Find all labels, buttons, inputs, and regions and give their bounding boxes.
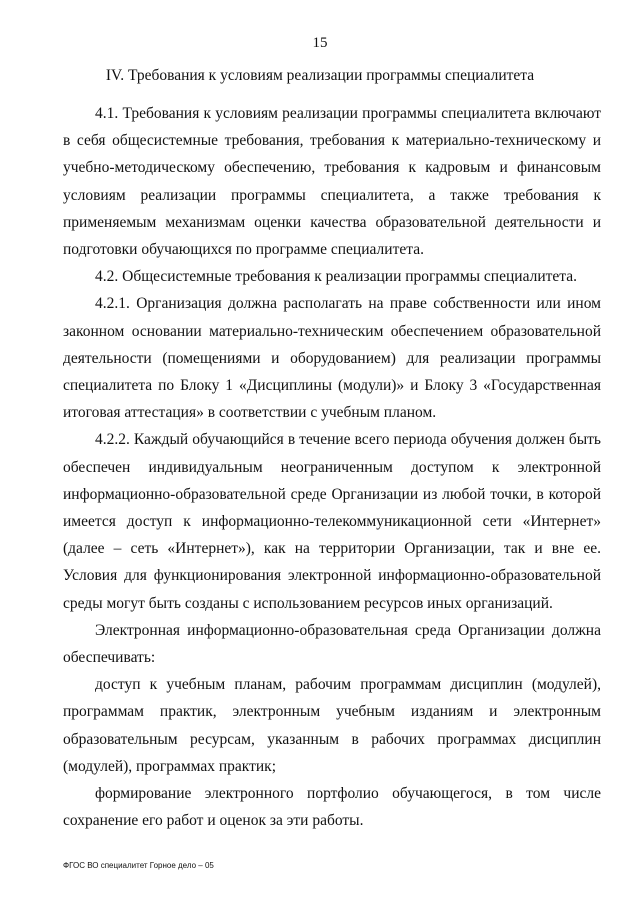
footer-document-id: ФГОС ВО специалитет Горное дело – 05: [63, 861, 214, 870]
paragraph-4-1: 4.1. Требования к условиям реализации программы специалитета включают в себя общесистемные требования, требования к материально-техническому и учебно-методическому обеспечению, требования к кадровым и финансовым условиям реализации программы специалитета, а также требования к применяемым механизмам оценки качества образовательной деятельности и подготовки обучающихся по программе специалитета.: [63, 105, 601, 259]
document-body: [63, 100, 601, 834]
section-title: IV. Требования к условиям реализации программы специалитета: [105, 67, 535, 84]
paragraph-4-2: 4.2. Общесистемные требования к реализации программы специалитета.: [95, 268, 577, 286]
paragraph-4-2-2: 4.2.2. Каждый обучающийся в течение всего периода обучения должен быть обеспечен индивидуальным неограниченным доступом к электронной информационно-образовательной среде Организации из любой точки, в которой имеется доступ к информационно-телекоммуникационной сети «Интернет» (далее – сеть «Интернет»), как на территории Организации, так и вне ее. Условия для функционирования электронной информационно-образовательной среды могут быть созданы с использованием ресурсов иных организаций.: [63, 431, 601, 612]
paragraph-environment-intro: Электронная информационно-образовательная среда Организации должна обеспечивать:: [63, 621, 601, 667]
paragraph-4-2-1: 4.2.1. Организация должна располагать на праве собственности или ином законном основании материально-техническим обеспечением образовательной деятельности (помещениями и оборудованием) для реализации программы специалитета по Блоку 1 «Дисциплины (модули)» и Блоку 3 «Государственная итоговая аттестация» в соответствии с учебным планом.: [63, 295, 601, 422]
page-number: 15: [312, 35, 328, 51]
paragraph-access-list-item: доступ к учебным планам, рабочим программам дисциплин (модулей), программам практик, электронным учебным изданиям и электронным образовательным ресурсам, указанным в рабочих программах дисциплин (модулей), программах практик;: [63, 676, 601, 775]
paragraph-portfolio-list-item: формирование электронного портфолио обучающегося, в том числе сохранение его работ и оценок за эти работы.: [63, 785, 601, 830]
